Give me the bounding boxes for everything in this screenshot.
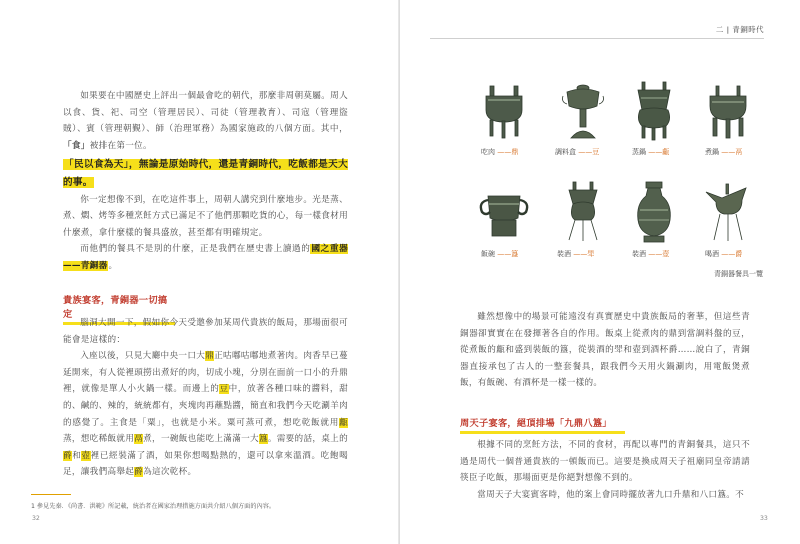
li-vessel-icon (702, 76, 754, 144)
gui-vessel-icon (478, 178, 530, 246)
paragraph-2: 你一定想像不到，在吃這件事上，周朝人講究到什麼地步。光是蒸、煮、燜、烤等多種烹飪方式已滿足不了他們那顆吃貨的心，每一樣食材用什麼煮，拿什麼樣的餐具盛放，甚至都有明確規定。 (63, 194, 348, 238)
running-head-rule (430, 38, 764, 39)
hu-vessel-icon (628, 178, 680, 246)
right-body-bottom (460, 437, 750, 503)
right-paragraph-3: 當周天子大宴賓客時，他的案上會同時擺放著九口升鼎和八口簋。不 (477, 489, 745, 500)
paragraph-4: 腦洞大開一下，假如你今天受邀參加某周代貴族的飯局，那場面很可能會是這樣的： (63, 318, 348, 345)
page-number-left: 32 (32, 515, 40, 522)
section-underline-2 (460, 431, 625, 434)
page-number-right: 33 (760, 515, 768, 522)
vessel-label-8: 喝酒 ——爵 (705, 250, 743, 258)
right-paragraph-2: 根據不同的烹飪方法，不同的食材，再配以專門的青銅餐具，這只不過是周代一個普通貴族的一頓飯而已。這要是換成周天子祖廟同皇帝請請筷臣子吃飯，那場面更是你絕對想像不到的。 (460, 440, 750, 484)
vessel-label-2: 調料盒 ——豆 (555, 148, 600, 156)
vessel-label-1: 吃肉 ——鼎 (481, 148, 519, 156)
section-title-emperor: 周天子宴客，絕頂排場「九鼎八簋」 (460, 415, 625, 434)
yan-vessel-icon (628, 76, 680, 144)
vessel-label-7: 裝酒 ——壺 (632, 250, 670, 258)
ding-vessel-icon (478, 76, 530, 144)
vessel-label-6: 裝酒 ——斝 (557, 250, 595, 258)
vessel-label-5: 飯碗 ——簋 (481, 250, 519, 258)
paragraph-5: 入座以後，只見大廳中央一口大鼎正咕嘟咕嘟地煮著肉。肉香早已蔓延開來，有人從裡頭撈出煮好的肉，切成小塊，分別在面前一口小的升鼎裡，就像是單人小火鍋一樣。而邊上的豆中，放著各種口味的醬料，甜的、鹹的、辣的，統統都有，夾塊肉再蘸點醬，簡直和我們今天吃涮羊肉的感覺了。主食是「粟」，也就是小米。粟可蒸可煮，想吃乾飯就用甗蒸，想吃稀飯就用鬲煮，一碗飯也能吃上滿滿一大簋。需要的話，桌上的爵和壺裡已經裝滿了酒，如果你想喝點熱的，還可以拿來溫酒。吃飽喝足，讓我們高舉起爵為這次乾杯。 (63, 351, 348, 478)
jia-vessel-icon (557, 178, 609, 246)
footnote: 1 參見先秦．《尚書．洪範》所記載，統治者在國家治理措施方面共介紹八個方面的內容。 (31, 503, 276, 510)
figure-caption: 青銅器餐具一覽 (714, 270, 763, 278)
intro-paragraph: 如果要在中國歷史上評出一個最會吃的朝代，那麼非周朝莫屬。周人以食、貨、祀、司空（管理居民）、司徒（管理教育）、司寇（管理盜賊）、賓（管理朝覲）、師（治理軍務）為國家施政的八個方面。其中，「食」被排在第一位。 (63, 91, 348, 151)
section-title-banquet: 貴族宴客，青銅器一切搞定 (63, 292, 175, 325)
right-paragraph-1: 雖然想像中的場景可能遠沒有真實歷史中貴族飯局的奢華，但這些青銅器卻實實在在發揮著各自的作用。飯桌上從煮肉的鼎到當調料盤的豆，從煮飯的甗和盛到裝飯的簋，從裝酒的斝和壺到酒杯爵……說白了，青銅器直接承包了古人的一整套餐具，跟我們今天用火鍋涮肉，用電飯煲煮飯，有飯碗、有酒杯是一樣一樣的。 (460, 312, 750, 389)
vessel-label-4: 煮鍋 ——鬲 (705, 148, 743, 156)
left-body-bottom (63, 315, 348, 481)
right-body-top (460, 309, 750, 392)
jue-vessel-icon (702, 178, 754, 246)
paragraph-3: 而他們的餐具不是別的什麼，正是我們在歷史書上讀過的國之重器——青銅器。 (63, 244, 348, 271)
footnote-rule (31, 494, 71, 495)
bronze-highlight: 國之重器——青銅器 (63, 244, 348, 271)
vessel-label-3: 蒸鍋 ——甗 (632, 148, 670, 156)
running-head: 二 | 青銅時代 (715, 25, 764, 34)
left-body-top (63, 88, 348, 275)
food-mark: 「食」 (63, 140, 90, 151)
highlight-quote: 「民以食為天」，無論是原始時代，還是青銅時代，吃飯都是天大的事。 (63, 159, 348, 188)
dou-vessel-icon (557, 76, 609, 144)
